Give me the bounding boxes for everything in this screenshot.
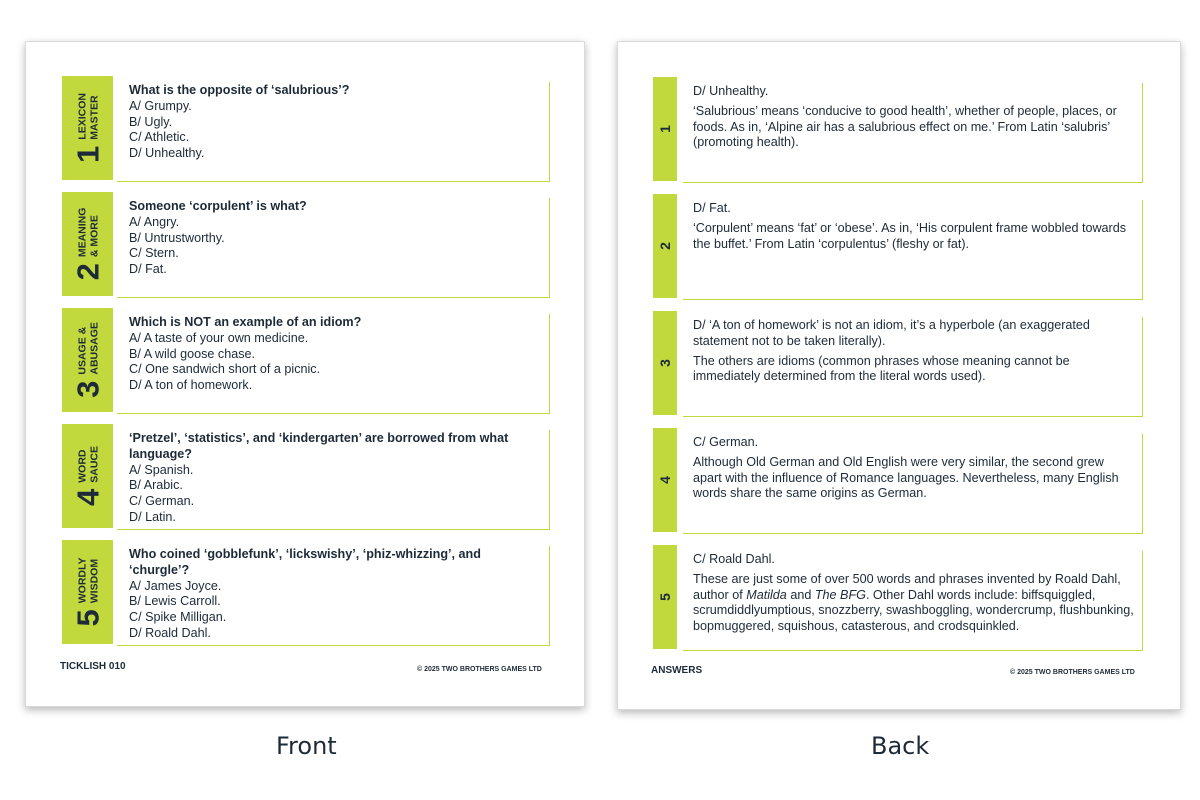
answer-number-1: 1 xyxy=(657,125,673,133)
answer-tab-3 xyxy=(653,311,677,415)
answer-text-5: C/ Roald Dahl. xyxy=(693,552,775,566)
option-c-1: C/ Athletic. xyxy=(129,130,190,145)
answer-number-5: 5 xyxy=(657,593,673,601)
question-number-4: 4 xyxy=(70,488,105,507)
category-label-3: USAGE & ABUSAGE xyxy=(75,322,100,375)
card-id-label: TICKLISH 010 xyxy=(60,661,126,672)
question-text-5: Who coined ‘gobblefunk’, ‘lickswishy’, ‘phiz-whizzing’, and ‘churgle’? xyxy=(129,547,481,577)
category-label-1: LEXICON MASTER xyxy=(75,93,100,140)
caption-front: Front xyxy=(276,732,337,760)
option-c-2: C/ Stern. xyxy=(129,246,179,261)
category-label-4: WORD SAUCE xyxy=(75,445,100,483)
option-c-4: C/ German. xyxy=(129,494,195,509)
answers-label: ANSWERS xyxy=(651,665,703,676)
answer-block-1 xyxy=(693,84,1135,151)
question-number-1: 1 xyxy=(70,145,105,163)
copyright-front: © 2025 TWO BROTHERS GAMES LTD xyxy=(417,666,542,673)
option-a-2: A/ Angry. xyxy=(129,214,180,229)
question-row-5 xyxy=(62,540,550,644)
answer-number-3: 3 xyxy=(657,359,673,367)
question-block-4 xyxy=(129,431,542,526)
option-a-4: A/ Spanish. xyxy=(129,462,194,477)
question-number-2: 2 xyxy=(70,263,105,281)
category-tab-1 xyxy=(62,76,113,180)
question-text-2: Someone ‘corpulent’ is what? xyxy=(129,199,307,213)
answer-text-4: C/ German. xyxy=(693,435,759,449)
explanation-text-2: ‘Corpulent’ means ‘fat’ or ‘obese’. As in, ‘His corpulent frame wobbled towards the buffet.’ From Latin ‘corpulentus’ (fleshy or fat). xyxy=(693,220,1127,251)
option-d-4: D/ Latin. xyxy=(129,509,176,524)
option-d-1: D/ Unhealthy. xyxy=(129,146,205,161)
category-label-5: WORDLY WISDOM xyxy=(75,557,100,604)
answer-number-2: 2 xyxy=(657,242,673,250)
book-title-matilda: Matilda xyxy=(746,587,787,602)
category-label-2: MEANING & MORE xyxy=(75,207,100,258)
option-b-5: B/ Lewis Carroll. xyxy=(129,594,221,609)
answer-row-2 xyxy=(653,194,1143,298)
explanation-text-4: Although Old German and Old English were very similar, the second grew apart with the influence of Romance languages. Nevertheless, many English words share the same origins as German. xyxy=(693,454,1119,501)
option-b-4: B/ Arabic. xyxy=(129,478,183,493)
answer-text-1: D/ Unhealthy. xyxy=(693,84,769,98)
question-number-3: 3 xyxy=(70,380,105,398)
category-tab-5 xyxy=(62,540,113,644)
book-title-bfg: The BFG xyxy=(814,587,866,602)
option-a-3: A/ A taste of your own medicine. xyxy=(129,330,309,345)
front-card xyxy=(25,41,585,707)
explanation-text-1: ‘Salubrious’ means ‘conducive to good health’, whether of people, places, or foods. As in, ‘Alpine air has a salubrious effect on me.’ From Latin ‘salubris’ (promoting health). xyxy=(693,103,1117,150)
question-text-3: Which is NOT an example of an idiom? xyxy=(129,315,362,329)
category-tab-3 xyxy=(62,308,113,412)
answer-tab-1 xyxy=(653,77,677,181)
option-a-5: A/ James Joyce. xyxy=(129,578,222,593)
option-c-5: C/ Spike Milligan. xyxy=(129,610,227,625)
option-a-1: A/ Grumpy. xyxy=(129,98,192,113)
answer-row-1 xyxy=(653,77,1143,181)
caption-back: Back xyxy=(871,732,930,760)
question-row-4 xyxy=(62,424,550,528)
answer-block-5 xyxy=(693,552,1135,635)
explanation-text-3: The others are idioms (common phrases whose meaning cannot be immediately determined from the literal words used). xyxy=(693,353,1070,384)
back-card xyxy=(617,41,1181,710)
answer-tab-5 xyxy=(653,545,677,649)
category-tab-2 xyxy=(62,192,113,296)
explanation-text-5: These are just some of over 500 words and phrases invented by Roald Dahl, author of Matilda and The BFG. Other Dahl words include: biffsquiggled, scrumdiddlyumptious, snozzberry, swashboggling, wondercrump, flushbunking, bopmuggered, squishous, catasterous, and crodsquinkled. xyxy=(693,571,1134,634)
answer-block-4 xyxy=(693,435,1135,502)
answer-row-4 xyxy=(653,428,1143,532)
question-row-3 xyxy=(62,308,550,412)
answer-block-3 xyxy=(693,318,1135,385)
answer-tab-4 xyxy=(653,428,677,532)
answer-text-3: D/ ‘A ton of homework’ is not an idiom, it’s a hyperbole (an exaggerated statement not to be taken literally). xyxy=(693,318,1090,348)
answer-row-3 xyxy=(653,311,1143,415)
question-row-1 xyxy=(62,76,550,180)
answer-tab-2 xyxy=(653,194,677,298)
option-b-3: B/ A wild goose chase. xyxy=(129,346,256,361)
option-d-3: D/ A ton of homework. xyxy=(129,378,253,393)
question-text-4: ‘Pretzel’, ‘statistics’, and ‘kindergarten’ are borrowed from what language? xyxy=(129,431,509,461)
option-c-3: C/ One sandwich short of a picnic. xyxy=(129,362,321,377)
question-text-1: What is the opposite of ‘salubrious’? xyxy=(129,83,350,97)
question-row-2 xyxy=(62,192,550,296)
copyright-back: © 2025 TWO BROTHERS GAMES LTD xyxy=(1010,669,1135,676)
option-d-5: D/ Roald Dahl. xyxy=(129,625,211,640)
answer-row-5 xyxy=(653,545,1143,649)
option-d-2: D/ Fat. xyxy=(129,262,167,277)
option-b-1: B/ Ugly. xyxy=(129,114,173,129)
question-block-5 xyxy=(129,547,542,642)
question-block-1 xyxy=(129,83,542,162)
question-block-3 xyxy=(129,315,542,394)
option-b-2: B/ Untrustworthy. xyxy=(129,230,225,245)
question-block-2 xyxy=(129,199,542,278)
category-tab-4 xyxy=(62,424,113,528)
answer-block-2 xyxy=(693,201,1135,252)
question-number-5: 5 xyxy=(70,609,105,627)
answer-number-4: 4 xyxy=(657,476,673,484)
answer-text-2: D/ Fat. xyxy=(693,201,731,215)
